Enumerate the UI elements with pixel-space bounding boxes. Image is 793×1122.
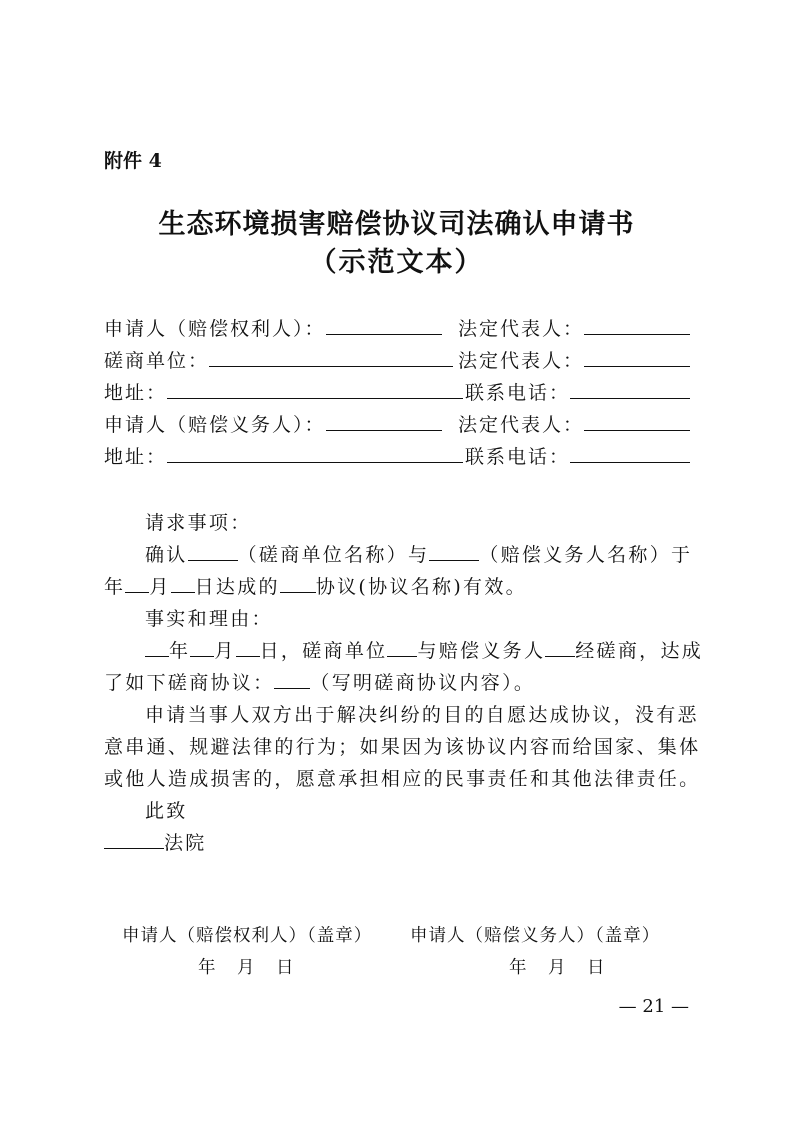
blank-year[interactable] <box>125 573 149 593</box>
facts-text: 与赔偿义务人 <box>417 640 546 662</box>
request-text: 日达成的 <box>194 576 280 598</box>
request-text: 月 <box>149 576 171 598</box>
facts-paragraph-3: 或他人造成损害的，愿意承担相应的民事责任和其他法律责任。 <box>104 768 701 790</box>
document-title: 生态环境损害赔偿协议司法确认申请书 <box>158 209 635 240</box>
request-line-2 <box>104 572 527 599</box>
facts-line-2 <box>104 668 535 695</box>
request-text: 年 <box>104 576 126 598</box>
blank-month[interactable] <box>171 573 195 593</box>
field-phone-1[interactable] <box>570 379 690 399</box>
closing-court-line <box>104 828 207 855</box>
facts-text: 经磋商，达成 <box>575 640 704 662</box>
blank-agreement-content[interactable] <box>274 669 310 689</box>
court-label: 法院 <box>164 832 207 854</box>
row-address-2 <box>104 442 690 468</box>
label-consult-unit: 磋商单位： <box>104 350 210 372</box>
request-text: 协议(协议名称)有效。 <box>315 576 527 598</box>
attachment-label: 附件 4 <box>104 150 162 172</box>
blank-fact-year[interactable] <box>145 637 169 657</box>
label-applicant-obligee: 申请人（赔偿权利人）： <box>104 318 326 340</box>
field-applicant-obligee[interactable] <box>326 315 442 335</box>
label-legal-rep: 法定代表人： <box>457 318 584 340</box>
facts-text: 了如下磋商协议： <box>104 672 275 694</box>
row-applicant-obligee <box>104 314 690 340</box>
field-phone-2[interactable] <box>570 443 690 463</box>
label-applicant-obligor: 申请人（赔偿义务人）： <box>104 414 326 436</box>
request-line-1 <box>145 540 692 567</box>
label-address: 地址： <box>104 382 168 404</box>
facts-line-1 <box>145 636 703 663</box>
page-number: — 21 — <box>618 996 689 1017</box>
field-address-1[interactable] <box>167 379 463 399</box>
facts-text: 年 <box>169 640 191 662</box>
facts-heading: 事实和理由： <box>145 608 273 630</box>
blank-court-name[interactable] <box>104 829 164 849</box>
signature-obligee: 申请人（赔偿权利人）（盖章） <box>122 926 373 946</box>
facts-paragraph-1: 申请当事人双方出于解决纠纷的目的自愿达成协议，没有恶 <box>145 704 699 726</box>
label-address: 地址： <box>104 446 168 468</box>
blank-agreement[interactable] <box>280 573 316 593</box>
blank-obligor-name[interactable] <box>429 541 479 561</box>
facts-text: （写明磋商协议内容）。 <box>310 672 536 694</box>
request-text: （赔偿义务人名称）于 <box>479 544 693 566</box>
request-text: （磋商单位名称）与 <box>237 544 430 566</box>
row-consult-unit <box>104 346 690 372</box>
field-consult-unit[interactable] <box>209 347 453 367</box>
date-obligor: 年 月 日 <box>509 958 607 978</box>
field-legal-rep-1[interactable] <box>584 315 690 335</box>
row-address-1 <box>104 378 690 404</box>
row-applicant-obligor <box>104 410 690 436</box>
signature-obligor: 申请人（赔偿义务人）（盖章） <box>410 926 661 946</box>
label-legal-rep: 法定代表人： <box>457 350 584 372</box>
label-phone: 联系电话： <box>464 382 570 404</box>
field-address-2[interactable] <box>167 443 463 463</box>
blank-fact-unit[interactable] <box>387 637 417 657</box>
label-legal-rep: 法定代表人： <box>457 414 584 436</box>
blank-fact-month[interactable] <box>190 637 214 657</box>
label-phone: 联系电话： <box>464 446 570 468</box>
facts-text: 日，磋商单位 <box>259 640 388 662</box>
field-applicant-obligor[interactable] <box>326 411 442 431</box>
field-legal-rep-3[interactable] <box>584 411 690 431</box>
field-legal-rep-2[interactable] <box>584 347 690 367</box>
date-obligee: 年 月 日 <box>198 958 296 978</box>
blank-fact-day[interactable] <box>236 637 260 657</box>
facts-paragraph-2: 意串通、规避法律的行为；如果因为该协议内容而给国家、集体 <box>104 736 701 758</box>
document-subtitle: （示范文本） <box>309 247 484 278</box>
request-text: 确认 <box>145 544 188 566</box>
facts-text: 月 <box>214 640 236 662</box>
blank-fact-obligor[interactable] <box>545 637 575 657</box>
blank-consult-unit-name[interactable] <box>188 541 238 561</box>
closing-to: 此致 <box>145 800 188 822</box>
request-heading: 请求事项： <box>145 512 252 534</box>
